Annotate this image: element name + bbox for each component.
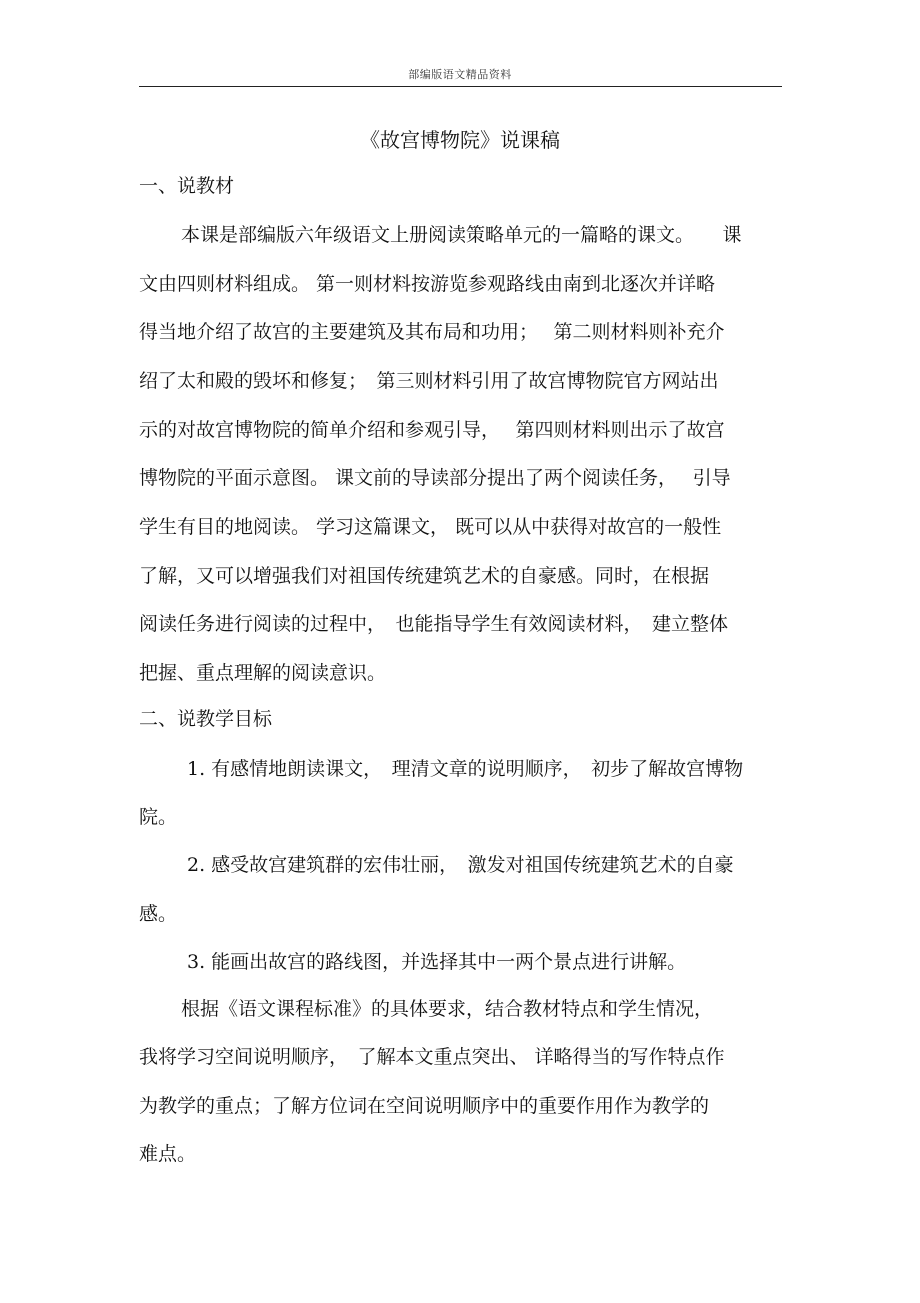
paragraph-line: 博物院的平面示意图。 课文前的导读部分提出了两个阅读任务， 引导 bbox=[139, 467, 731, 489]
section-heading: 一、说教材 bbox=[139, 175, 235, 197]
paragraph-line: 了解，又可以增强我们对祖国传统建筑艺术的自豪感。同时，在根据 bbox=[139, 565, 710, 587]
paragraph-line: 我将学习空间说明顺序， 了解本文重点突出、 详略得当的写作特点作 bbox=[139, 1046, 725, 1068]
goal-item: 3. 能画出故宫的路线图，并选择其中一两个景点进行讲解。 bbox=[187, 951, 687, 973]
goal-item: 1. 有感情地朗读课文， 理清文章的说明顺序， 初步了解故宫博物 bbox=[187, 758, 744, 780]
paragraph-line: 本课是部编版六年级语文上册阅读策略单元的一篇略的课文。 课 bbox=[181, 224, 742, 246]
paragraph-line: 得当地介绍了故宫的主要建筑及其布局和功用； 第二则材料则补充介 bbox=[139, 321, 725, 343]
paragraph-line: 根据《语文课程标准》的具体要求，结合教材特点和学生情况， bbox=[181, 998, 714, 1020]
paragraph-line: 学生有目的地阅读。 学习这篇课文， 既可以从中获得对故宫的一般性 bbox=[139, 516, 722, 538]
paragraph-line: 阅读任务进行阅读的过程中， 也能指导学生有效阅读材料， 建立整体 bbox=[139, 613, 729, 635]
goal-item-continuation: 院。 bbox=[139, 806, 178, 828]
paragraph-line: 绍了太和殿的毁坏和修复； 第三则材料引用了故宫博物院官方网站出 bbox=[139, 370, 719, 392]
header-divider bbox=[139, 86, 782, 87]
section-heading: 二、说教学目标 bbox=[139, 708, 273, 730]
paragraph-line: 文由四则材料组成。 第一则材料按游览参观路线由南到北逐次并详略 bbox=[139, 273, 716, 295]
document-title: 《故宫博物院》说课稿 bbox=[360, 128, 560, 152]
goal-item-continuation: 感。 bbox=[139, 903, 178, 925]
paragraph-line: 把握、重点理解的阅读意识。 bbox=[139, 662, 387, 684]
page-header-text: 部编版语文精品资料 bbox=[408, 68, 512, 81]
paragraph-line: 难点。 bbox=[139, 1143, 197, 1165]
goal-item: 2. 感受故宫建筑群的宏伟壮丽， 激发对祖国传统建筑艺术的自豪 bbox=[187, 854, 734, 876]
paragraph-line: 为教学的重点；了解方位词在空间说明顺序中的重要作用作为教学的 bbox=[139, 1095, 710, 1117]
paragraph-line: 示的对故宫博物院的简单介绍和参观引导， 第四则材料则出示了故宫 bbox=[139, 419, 725, 441]
